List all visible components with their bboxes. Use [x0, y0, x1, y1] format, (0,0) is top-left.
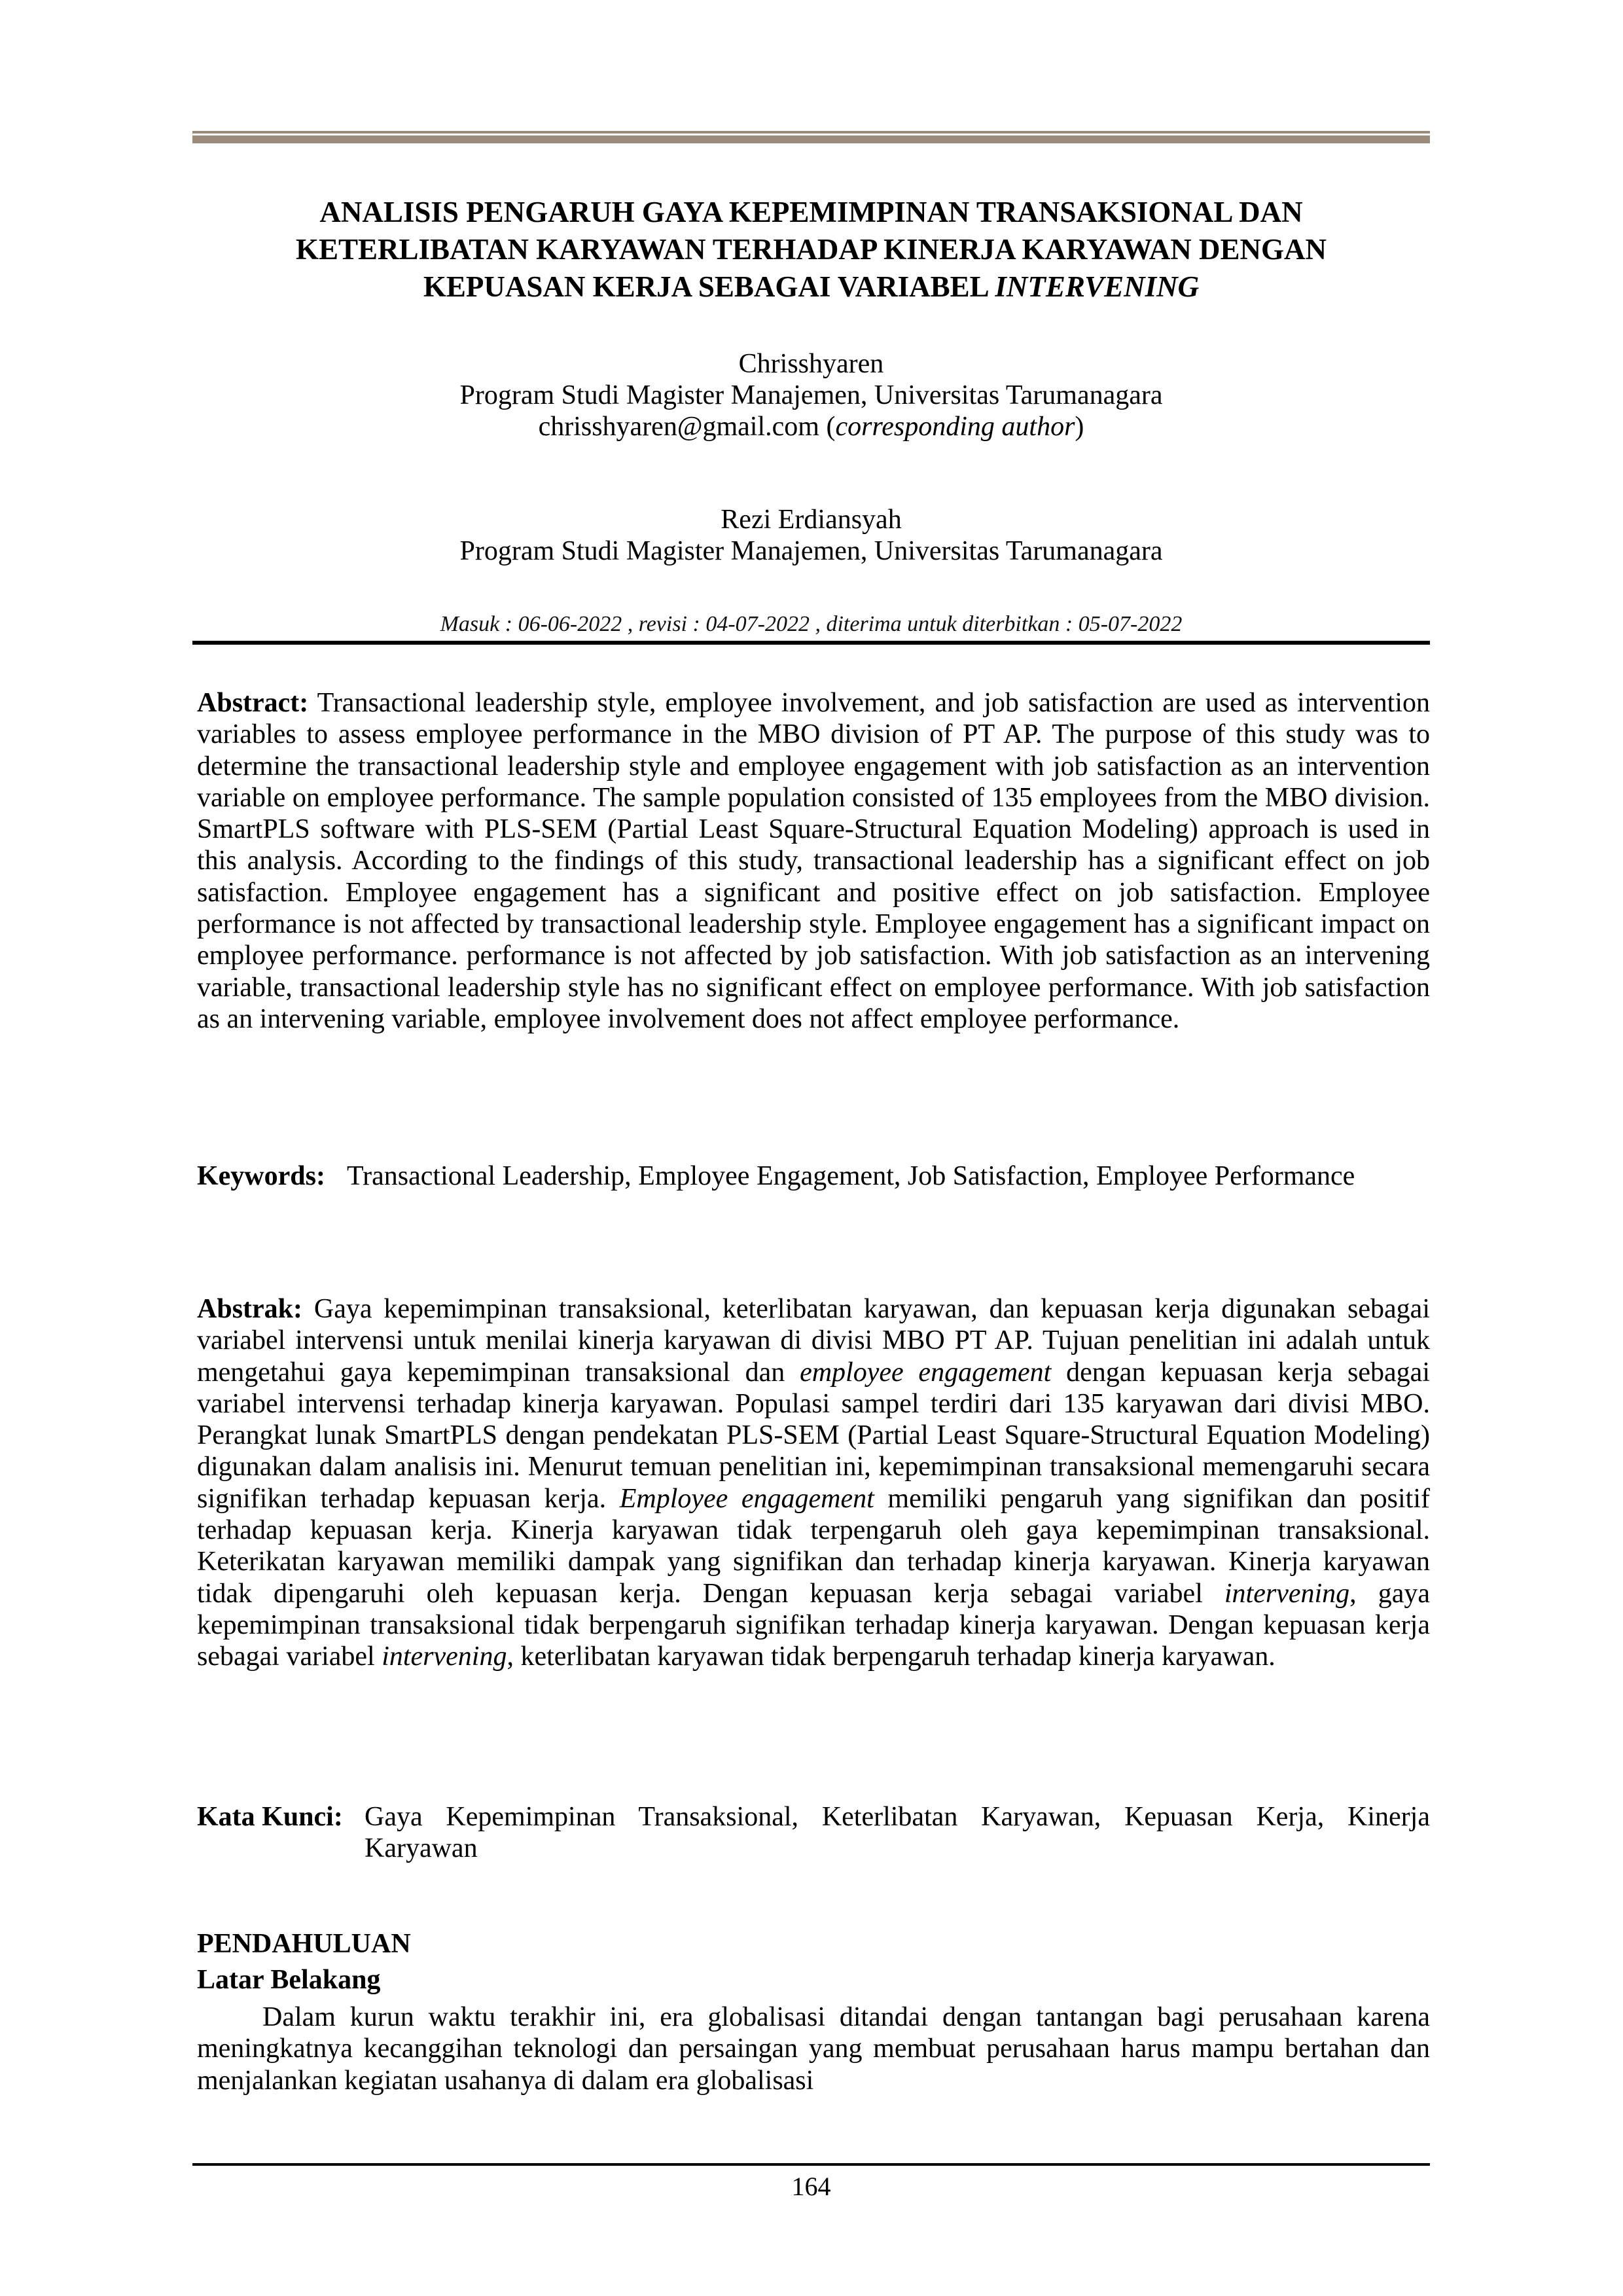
title-line	[192, 268, 1430, 306]
author-email[interactable]: chrisshyaren@gmail.com	[538, 412, 819, 442]
author-contact	[192, 411, 1430, 442]
footer-rule	[192, 2163, 1430, 2166]
section-heading: PENDAHULUAN	[197, 1929, 411, 1959]
keywords-indonesian	[197, 1801, 1430, 1865]
text-run: ANALISIS PENGARUH GAYA KEPEMIMPINAN TRANSAKSIONAL DAN	[319, 196, 1303, 228]
bold-label: Abstrak:	[197, 1294, 303, 1324]
italic-term: intervening	[382, 1641, 507, 1672]
keywords-content: Transactional Leadership, Employee Engagement, Job Satisfaction, Employee Performance	[347, 1161, 1355, 1191]
italic-term: employee engagement	[800, 1357, 1052, 1388]
kata-kunci-label: Kata Kunci:	[197, 1802, 343, 1832]
dates-rule	[192, 641, 1430, 645]
text-run: dengan kepuasan kerja sebagai variabel intervensi terhadap kinerja karyawan. Populasi sampel terdiri dari 135 karyawan dari divisi MBO. Perangkat lunak SmartPLS dengan pendekatan PLS-SEM (Partial Least Square-Structural Equation Modeling) digunakan dalam analisis ini. Menurut temuan penelitian ini, kepemimpinan transaksional memengaruhi secara signifikan terhadap kepuasan kerja.	[197, 1357, 1430, 1514]
author-block-1	[192, 348, 1430, 442]
text-run: , gaya kepemimpinan transaksional tidak berpengaruh signifikan terhadap kinerja karyawan. Dengan kepuasan kerja sebagai variabel	[197, 1578, 1430, 1672]
keywords-english	[197, 1160, 1430, 1192]
intro-paragraph: Dalam kurun waktu terakhir ini, era globalisasi ditandai dengan tantangan bagi perusahaan karena meningkatnya kecanggihan teknologi dan persaingan yang membuat perusahaan harus mampu bertahan dan menjalankan kegiatan usahanya di dalam era globalisasi	[197, 2002, 1430, 2096]
text-run: KETERLIBATAN KARYAWAN TERHADAP KINERJA KARYAWAN DENGAN	[295, 233, 1327, 266]
abstract-english	[197, 687, 1430, 1035]
kata-kunci-content: Gaya Kepemimpinan Transaksional, Keterlibatan Karyawan, Kepuasan Kerja, Kinerja Karyawan	[365, 1802, 1430, 1864]
author-affiliation: Program Studi Magister Manajemen, Universitas Tarumanagara	[459, 536, 1163, 566]
italic-term: Employee engagement	[619, 1483, 874, 1514]
author-name: Rezi Erdiansyah	[721, 505, 902, 535]
abstract-indonesian	[197, 1293, 1430, 1673]
author-name: Chrisshyaren	[738, 349, 884, 379]
paper-title	[192, 194, 1430, 306]
text-run: Gaya kepemimpinan transaksional, keterlibatan karyawan, dan kepuasan kerja digunakan sebagai variabel intervensi untuk menilai kinerja karyawan di divisi MBO PT AP. Tujuan penelitian ini adalah untuk mengetahui gaya kepemimpinan transaksional dan	[197, 1294, 1430, 1388]
subsection-heading: Latar Belakang	[197, 1965, 381, 1995]
header-rule-thick	[192, 135, 1430, 143]
bold-label: Abstract:	[197, 688, 309, 718]
paren-open: (	[819, 412, 836, 442]
submission-dates: Masuk : 06-06-2022 , revisi : 04-07-2022 , diterima untuk diterbitkan : 05-07-2022	[440, 612, 1183, 636]
italic-term: INTERVENING	[995, 270, 1200, 303]
title-line	[192, 194, 1430, 231]
title-line	[192, 231, 1430, 268]
page-number: 164	[791, 2172, 831, 2201]
author-block-2	[192, 504, 1430, 567]
text-run: Transactional leadership style, employee involvement, and job satisfaction are used as intervention variables to assess employee performance in the MBO division of PT AP. The purpose of this study was to determine the transactional leadership style and employee engagement with job satisfaction as an intervention variable on employee performance. The sample population consisted of 135 employees from the MBO division. SmartPLS software with PLS-SEM (Partial Least Square-Structural Equation Modeling) approach is used in this analysis. According to the findings of this study, transactional leadership has a significant effect on job satisfaction. Employee engagement has a significant and positive effect on job satisfaction. Employee performance is not affected by transactional leadership style. Employee engagement has a significant impact on employee performance. performance is not affected by job satisfaction. With job satisfaction as an intervening variable, transactional leadership style has no significant effect on employee performance. With job satisfaction as an intervening variable, employee involvement does not affect employee performance.	[197, 688, 1430, 1034]
corresponding-author-note: corresponding author	[835, 412, 1075, 442]
paren-close: )	[1075, 412, 1084, 442]
header-rule-thin	[192, 131, 1430, 134]
text-run: KEPUASAN KERJA SEBAGAI VARIABEL	[423, 270, 995, 303]
italic-term: intervening	[1224, 1578, 1350, 1609]
text-run: memiliki pengaruh yang signifikan dan positif terhadap kepuasan kerja. Kinerja karyawan tidak terpengaruh oleh gaya kepemimpinan transaksional. Keterikatan karyawan memiliki dampak yang signifikan dan terhadap kinerja karyawan. Kinerja karyawan tidak dipengaruhi oleh kepuasan kerja. Dengan kepuasan kerja sebagai variabel	[197, 1483, 1430, 1609]
text-run: , keterlibatan karyawan tidak berpengaruh terhadap kinerja karyawan.	[507, 1641, 1275, 1672]
keywords-label: Keywords:	[197, 1161, 325, 1191]
author-affiliation: Program Studi Magister Manajemen, Universitas Tarumanagara	[459, 380, 1163, 410]
